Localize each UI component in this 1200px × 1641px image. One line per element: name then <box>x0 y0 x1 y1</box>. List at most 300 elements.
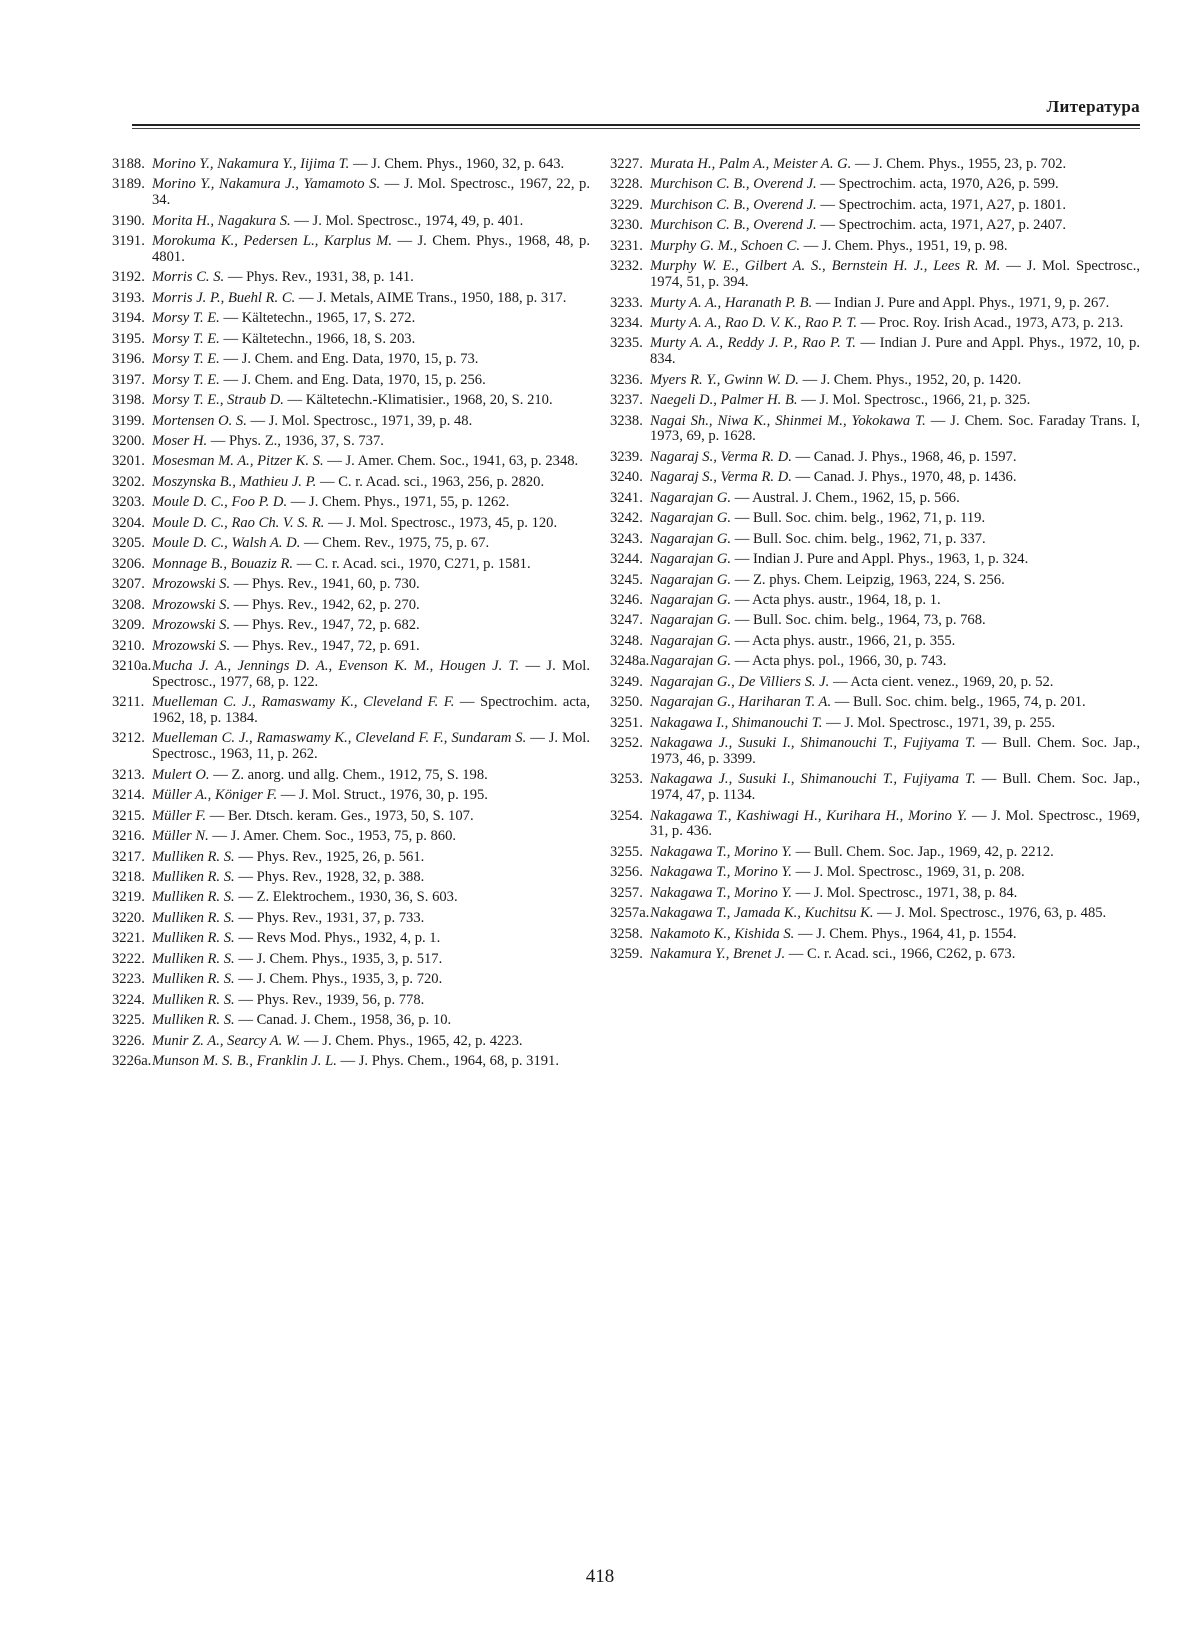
reference-entry <box>112 952 590 968</box>
reference-authors: Nagarajan G. <box>650 612 732 629</box>
reference-entry <box>610 336 1140 367</box>
reference-number: 3214. <box>112 787 145 804</box>
reference-source: — J. Mol. Spectrosc., 1966, 21, p. 325. <box>797 392 1031 409</box>
reference-number: 3235. <box>610 335 643 352</box>
reference-number: 3252. <box>610 735 643 752</box>
reference-number: 3207. <box>112 576 145 593</box>
reference-authors: Moule D. C., Foo P. D. <box>152 494 288 511</box>
reference-number: 3215. <box>112 807 145 824</box>
reference-authors: Mortensen O. S. <box>152 412 247 429</box>
reference-source: — J. Chem. Phys., 1960, 32, p. 643. <box>349 156 565 172</box>
reference-source: — J. Chem. Phys., 1955, 23, p. 702. <box>851 156 1067 172</box>
reference-entry <box>112 214 590 230</box>
reference-entry <box>610 239 1140 255</box>
left-column-references <box>112 157 590 1075</box>
reference-authors: Nakagawa I., Shimanouchi T. <box>650 714 823 731</box>
reference-number: 3257a. <box>610 905 650 922</box>
reference-source: — J. Amer. Chem. Soc., 1941, 63, p. 2348. <box>323 453 579 470</box>
reference-entry <box>610 947 1140 963</box>
reference-source: — Kältetechn., 1966, 18, S. 203. <box>219 330 416 347</box>
reference-authors: Nagarajan G. <box>650 510 732 527</box>
reference-authors: Monnage B., Bouaziz R. <box>152 555 294 572</box>
reference-source: — Bull. Soc. chim. belg., 1965, 74, p. 201. <box>831 694 1086 711</box>
reference-authors: Nagarajan G. <box>650 591 732 608</box>
reference-source: — Canad. J. Phys., 1970, 48, p. 1436. <box>791 469 1017 486</box>
reference-number: 3190. <box>112 212 145 229</box>
reference-source: — Phys. Rev., 1931, 38, p. 141. <box>224 269 414 286</box>
reference-source: — J. Chem. Phys., 1935, 3, p. 720. <box>234 971 443 988</box>
header-rule-thin <box>132 128 1140 129</box>
reference-entry <box>610 532 1140 548</box>
reference-number: 3200. <box>112 433 145 449</box>
reference-number: 3257. <box>610 884 643 901</box>
reference-authors: Murphy W. E., Gilbert A. S., Bernstein H. J., Lees R. M. <box>650 258 1001 275</box>
reference-source: — Phys. Rev., 1925, 26, p. 561. <box>234 848 425 865</box>
reference-number: 3256. <box>610 864 643 881</box>
reference-source: — Spectrochim. acta, 1962, 18, p. 1384. <box>152 694 590 726</box>
reference-number: 3220. <box>112 909 145 926</box>
reference-source: — J. Chem. Phys., 1964, 41, p. 1554. <box>794 925 1017 942</box>
reference-entry <box>112 475 590 491</box>
reference-authors: Nagarajan G. <box>650 653 732 670</box>
reference-authors: Nagarajan G. <box>650 489 732 506</box>
reference-number: 3249. <box>610 673 643 690</box>
reference-source: — Proc. Roy. Irish Acad., 1973, A73, p. 213. <box>857 314 1124 331</box>
reference-entry <box>112 352 590 368</box>
reference-entry <box>112 618 590 634</box>
reference-entry <box>112 177 590 208</box>
reference-authors: Müller A., Königer F. <box>152 787 278 804</box>
reference-source: — Acta phys. pol., 1966, 30, p. 743. <box>731 653 947 670</box>
reference-authors: Nakagawa T., Morino Y. <box>650 843 792 860</box>
reference-source: — Bull. Chem. Soc. Jap., 1974, 47, p. 1134. <box>650 771 1140 804</box>
reference-number: 3218. <box>112 868 145 885</box>
reference-authors: Mulliken R. S. <box>152 848 235 865</box>
reference-source: — C. r. Acad. sci., 1963, 256, p. 2820. <box>316 473 545 490</box>
reference-source: — Z. phys. Chem. Leipzig, 1963, 224, S. 256. <box>731 571 1005 588</box>
reference-number: 3258. <box>610 925 643 942</box>
reference-number: 3233. <box>610 294 643 311</box>
reference-entry <box>610 593 1140 609</box>
reference-authors: Muelleman C. J., Ramaswamy K., Cleveland F. F. <box>152 694 455 711</box>
reference-number: 3189. <box>112 176 145 193</box>
reference-entry <box>112 291 590 307</box>
reference-authors: Nagaraj S., Verma R. D. <box>650 448 792 465</box>
reference-authors: Mulliken R. S. <box>152 950 235 967</box>
reference-source: — J. Mol. Struct., 1976, 30, p. 195. <box>277 787 488 804</box>
reference-source: — J. Phys. Chem., 1964, 68, p. 3191. <box>336 1053 560 1070</box>
reference-source: — Revs Mod. Phys., 1932, 4, p. 1. <box>234 930 441 947</box>
reference-entry <box>112 911 590 927</box>
reference-entry <box>112 695 590 726</box>
reference-number: 3203. <box>112 494 145 511</box>
reference-entry <box>610 772 1140 803</box>
reference-authors: Murata H., Palm A., Meister A. G. <box>650 156 852 172</box>
reference-source: — J. Chem. Phys., 1971, 55, p. 1262. <box>287 494 510 511</box>
reference-source: — Phys. Rev., 1931, 37, p. 733. <box>234 909 425 926</box>
reference-source: — J. Chem. and Eng. Data, 1970, 15, p. 256. <box>219 371 486 388</box>
reference-authors: Murty A. A., Reddy J. P., Rao P. T. <box>650 335 856 352</box>
reference-number: 3245. <box>610 571 643 588</box>
reference-entry <box>112 931 590 947</box>
reference-authors: Murchison C. B., Overend J. <box>650 196 817 213</box>
reference-entry <box>112 393 590 409</box>
reference-source: — Bull. Chem. Soc. Jap., 1973, 46, p. 3399. <box>650 735 1140 767</box>
reference-number: 3236. <box>610 371 643 388</box>
reference-entry <box>112 1054 590 1070</box>
reference-entry <box>112 870 590 886</box>
reference-source: — Bull. Soc. chim. belg., 1962, 71, p. 337. <box>731 530 986 547</box>
reference-entry <box>610 414 1140 445</box>
reference-number: 3213. <box>112 766 145 783</box>
reference-authors: Morsy T. E. <box>152 371 220 388</box>
reference-entry <box>610 491 1140 507</box>
reference-authors: Nagarajan G. <box>650 551 732 568</box>
reference-authors: Murchison C. B., Overend J. <box>650 176 817 193</box>
reference-number: 3234. <box>610 314 643 331</box>
reference-entry <box>112 890 590 906</box>
reference-number: 3192. <box>112 269 145 286</box>
reference-number: 3193. <box>112 289 145 306</box>
reference-number: 3237. <box>610 392 643 409</box>
reference-entry <box>112 768 590 784</box>
reference-authors: Mulliken R. S. <box>152 971 235 988</box>
reference-entry <box>610 218 1140 234</box>
reference-source: — J. Metals, AIME Trans., 1950, 188, p. 317. <box>295 289 567 306</box>
reference-authors: Mulliken R. S. <box>152 868 235 885</box>
reference-source: — Acta cient. venez., 1969, 20, p. 52. <box>829 673 1054 690</box>
reference-number: 3253. <box>610 771 643 788</box>
reference-number: 3208. <box>112 596 145 613</box>
reference-source: — J. Mol. Spectrosc., 1969, 31, p. 208. <box>791 864 1025 881</box>
reference-source: — Bull. Soc. chim. belg., 1962, 71, p. 119. <box>731 510 986 527</box>
reference-source: — Phys. Rev., 1939, 56, p. 778. <box>234 991 425 1008</box>
reference-authors: Nagarajan G., Hariharan T. A. <box>650 694 832 711</box>
reference-number: 3223. <box>112 971 145 988</box>
reference-authors: Murphy G. M., Schoen C. <box>650 237 800 254</box>
reference-entry <box>112 809 590 825</box>
reference-number: 3216. <box>112 828 145 845</box>
reference-source: — J. Mol. Spectrosc., 1969, 31, p. 436. <box>650 807 1140 840</box>
reference-number: 3230. <box>610 217 643 234</box>
reference-authors: Mrozowski S. <box>152 596 231 613</box>
reference-authors: Moule D. C., Walsh A. D. <box>152 535 301 552</box>
reference-authors: Nakagawa J., Susuki I., Shimanouchi T., Fujiyama T. <box>650 771 976 788</box>
reference-authors: Mulliken R. S. <box>152 1012 235 1029</box>
running-title: Литература <box>1046 97 1140 116</box>
reference-entry <box>112 850 590 866</box>
reference-number: 3238. <box>610 412 643 429</box>
reference-entry <box>610 259 1140 290</box>
reference-authors: Morsy T. E. <box>152 330 220 347</box>
reference-source: — Spectrochim. acta, 1970, A26, p. 599. <box>816 176 1059 193</box>
reference-authors: Moule D. C., Rao Ch. V. S. R. <box>152 514 325 531</box>
reference-source: — C. r. Acad. sci., 1966, C262, p. 673. <box>785 946 1016 963</box>
reference-entry <box>112 157 590 173</box>
reference-source: — Acta phys. austr., 1966, 21, p. 355. <box>731 632 956 649</box>
reference-authors: Nagarajan G. <box>650 571 732 588</box>
reference-entry <box>112 373 590 389</box>
reference-authors: Nagai Sh., Niwa K., Shinmei M., Yokokawa T. <box>650 412 926 429</box>
reference-number: 3198. <box>112 392 145 409</box>
reference-entry <box>610 157 1140 173</box>
reference-entry <box>112 495 590 511</box>
reference-entry <box>610 316 1140 332</box>
reference-entry <box>112 516 590 532</box>
reference-entry <box>610 736 1140 767</box>
reference-number: 3254. <box>610 807 643 824</box>
reference-authors: Nakamoto K., Kishida S. <box>650 925 795 942</box>
reference-authors: Morris C. S. <box>152 269 225 286</box>
reference-authors: Morita H., Nagakura S. <box>152 212 291 229</box>
reference-number: 3228. <box>610 176 643 193</box>
reference-source: — J. Mol. Spectrosc., 1971, 39, p. 255. <box>822 714 1056 731</box>
reference-source: — Ber. Dtsch. keram. Ges., 1973, 50, S. 107. <box>206 807 474 824</box>
reference-entry <box>112 659 590 690</box>
reference-source: — J. Mol. Spectrosc., 1971, 39, p. 48. <box>246 412 473 429</box>
reference-authors: Mulliken R. S. <box>152 909 235 926</box>
reference-authors: Myers R. Y., Gwinn W. D. <box>650 371 799 388</box>
reference-source: — Spectrochim. acta, 1971, A27, p. 1801. <box>816 196 1066 213</box>
reference-authors: Mulliken R. S. <box>152 991 235 1008</box>
reference-authors: Morsy T. E., Straub D. <box>152 392 284 409</box>
reference-source: — Z. anorg. und allg. Chem., 1912, 75, S. 198. <box>209 766 488 783</box>
reference-authors: Mosesman M. A., Pitzer K. S. <box>152 453 324 470</box>
reference-authors: Nakagawa T., Morino Y. <box>650 884 792 901</box>
reference-authors: Müller F. <box>152 807 207 824</box>
reference-source: — Austral. J. Chem., 1962, 15, p. 566. <box>731 489 960 506</box>
reference-authors: Nakamura Y., Brenet J. <box>650 946 786 963</box>
reference-number: 3221. <box>112 930 145 947</box>
reference-authors: Munson M. S. B., Franklin J. L. <box>152 1053 337 1070</box>
reference-source: — Phys. Rev., 1947, 72, p. 691. <box>230 637 420 654</box>
reference-number: 3229. <box>610 196 643 213</box>
reference-authors: Moszynska B., Mathieu J. P. <box>152 473 317 490</box>
reference-source: — Indian J. Pure and Appl. Phys., 1963, 1, p. 324. <box>731 551 1029 568</box>
reference-number: 3210a. <box>112 658 152 675</box>
reference-entry <box>610 393 1140 409</box>
reference-source: — J. Chem. Phys., 1935, 3, p. 517. <box>234 950 443 967</box>
reference-number: 3211. <box>112 694 145 711</box>
reference-authors: Naegeli D., Palmer H. B. <box>650 392 798 409</box>
reference-authors: Nagaraj S., Verma R. D. <box>650 469 792 486</box>
reference-authors: Mucha J. A., Jennings D. A., Evenson K. M., Hougen J. T. <box>152 658 520 675</box>
reference-source: — Kältetechn.-Klimatisier., 1968, 20, S. 210. <box>283 392 553 409</box>
reference-entry <box>112 639 590 655</box>
reference-number: 3210. <box>112 637 145 654</box>
reference-authors: Mrozowski S. <box>152 617 231 634</box>
reference-number: 3206. <box>112 555 145 572</box>
reference-number: 3224. <box>112 991 145 1008</box>
reference-entry <box>610 198 1140 214</box>
reference-source: — Bull. Chem. Soc. Jap., 1969, 42, p. 2212. <box>791 843 1054 860</box>
reference-source: — J. Chem. Phys., 1965, 42, p. 4223. <box>300 1032 523 1049</box>
reference-source: — J. Mol. Spectrosc., 1973, 45, p. 120. <box>324 514 558 531</box>
reference-entry <box>112 993 590 1009</box>
reference-entry <box>112 557 590 573</box>
reference-source: — J. Mol. Spectrosc., 1974, 51, p. 394. <box>650 258 1140 291</box>
reference-number: 3217. <box>112 848 145 865</box>
reference-source: — Chem. Rev., 1975, 75, p. 67. <box>300 535 490 552</box>
reference-entry <box>112 536 590 552</box>
reference-number: 3232. <box>610 258 643 275</box>
reference-entry <box>610 675 1140 691</box>
reference-source: — J. Chem. Phys., 1951, 19, p. 98. <box>799 237 1008 254</box>
reference-source: — J. Amer. Chem. Soc., 1953, 75, p. 860. <box>208 828 457 845</box>
reference-entry <box>112 1034 590 1050</box>
reference-source: — Kältetechn., 1965, 17, S. 272. <box>219 310 416 327</box>
reference-source: — Acta phys. austr., 1964, 18, p. 1. <box>731 591 941 608</box>
reference-entry <box>610 716 1140 732</box>
reference-number: 3244. <box>610 551 643 568</box>
reference-entry <box>610 695 1140 711</box>
reference-source: — Canad. J. Chem., 1958, 36, p. 10. <box>234 1012 452 1029</box>
reference-entry <box>112 234 590 265</box>
reference-number: 3241. <box>610 489 643 506</box>
reference-number: 3194. <box>112 310 145 327</box>
reference-authors: Nakagawa T., Morino Y. <box>650 864 792 881</box>
reference-number: 3227. <box>610 156 643 172</box>
reference-number: 3195. <box>112 330 145 347</box>
reference-number: 3226a. <box>112 1053 152 1070</box>
reference-authors: Murchison C. B., Overend J. <box>650 217 817 234</box>
reference-authors: Munir Z. A., Searcy A. W. <box>152 1032 301 1049</box>
reference-entry <box>610 296 1140 312</box>
reference-entry <box>112 434 590 450</box>
reference-authors: Morsy T. E. <box>152 351 220 368</box>
reference-source: — Phys. Rev., 1942, 62, p. 270. <box>230 596 420 613</box>
reference-number: 3246. <box>610 591 643 608</box>
reference-entry <box>610 470 1140 486</box>
reference-source: — Phys. Rev., 1928, 32, p. 388. <box>234 868 425 885</box>
reference-number: 3196. <box>112 351 145 368</box>
reference-entry <box>112 598 590 614</box>
reference-authors: Nagarajan G. <box>650 632 732 649</box>
reference-number: 3202. <box>112 473 145 490</box>
reference-authors: Murty A. A., Haranath P. B. <box>650 294 813 311</box>
reference-entry <box>610 177 1140 193</box>
reference-authors: Murty A. A., Rao D. V. K., Rao P. T. <box>650 314 858 331</box>
reference-number: 3199. <box>112 412 145 429</box>
reference-source: — Bull. Soc. chim. belg., 1964, 73, p. 768. <box>731 612 986 629</box>
reference-number: 3240. <box>610 469 643 486</box>
reference-entry <box>610 865 1140 881</box>
reference-entry <box>610 845 1140 861</box>
reference-source: — J. Mol. Spectrosc., 1971, 38, p. 84. <box>791 884 1018 901</box>
reference-authors: Mulliken R. S. <box>152 889 235 906</box>
reference-entry <box>112 731 590 762</box>
reference-number: 3212. <box>112 730 145 747</box>
reference-number: 3259. <box>610 946 643 963</box>
reference-source: — Z. Elektrochem., 1930, 36, S. 603. <box>234 889 458 906</box>
right-column-references <box>610 157 1140 968</box>
reference-entry <box>610 613 1140 629</box>
reference-authors: Nakagawa T., Jamada K., Kuchitsu K. <box>650 905 874 922</box>
reference-number: 3251. <box>610 714 643 731</box>
reference-source: — J. Chem. Phys., 1968, 48, p. 4801. <box>152 233 590 265</box>
reference-number: 3239. <box>610 448 643 465</box>
reference-authors: Mulert O. <box>152 766 210 783</box>
reference-authors: Müller N. <box>152 828 209 845</box>
reference-number: 3222. <box>112 950 145 967</box>
reference-number: 3197. <box>112 371 145 388</box>
reference-entry <box>112 788 590 804</box>
reference-entry <box>112 332 590 348</box>
reference-entry <box>610 373 1140 389</box>
reference-source: — J. Mol. Spectrosc., 1967, 22, p. 34. <box>152 176 591 209</box>
reference-authors: Nagarajan G. <box>650 530 732 547</box>
reference-entry <box>610 927 1140 943</box>
reference-source: — Canad. J. Phys., 1968, 46, p. 1597. <box>791 448 1017 465</box>
reference-authors: Morino Y., Nakamura J., Yamamoto S. <box>152 176 381 193</box>
reference-source: — J. Chem. Soc. Faraday Trans. I, 1973, 69, p. 1628. <box>650 412 1141 445</box>
reference-entry <box>610 886 1140 902</box>
header-rule <box>132 124 1140 126</box>
reference-authors: Morino Y., Nakamura Y., Iijima T. <box>152 156 350 172</box>
reference-entry <box>610 634 1140 650</box>
reference-authors: Nakagawa T., Kashiwagi H., Kurihara H., Morino Y. <box>650 807 968 824</box>
reference-source: — Spectrochim. acta, 1971, A27, p. 2407. <box>816 217 1066 234</box>
reference-source: — J. Mol. Spectrosc., 1974, 49, p. 401. <box>290 212 524 229</box>
reference-number: 3248a. <box>610 653 650 670</box>
reference-number: 3243. <box>610 530 643 547</box>
reference-entry <box>112 829 590 845</box>
reference-authors: Morsy T. E. <box>152 310 220 327</box>
reference-source: — J. Chem. and Eng. Data, 1970, 15, p. 73. <box>219 351 479 368</box>
reference-number: 3188. <box>112 156 145 172</box>
reference-number: 3225. <box>112 1012 145 1029</box>
reference-entry <box>112 311 590 327</box>
reference-authors: Morris J. P., Buehl R. C. <box>152 289 296 306</box>
reference-source: — J. Chem. Phys., 1952, 20, p. 1420. <box>798 371 1022 388</box>
reference-source: — Phys. Z., 1936, 37, S. 737. <box>207 433 384 449</box>
reference-authors: Nakagawa J., Susuki I., Shimanouchi T., Fujiyama T. <box>650 735 976 752</box>
reference-number: 3247. <box>610 612 643 629</box>
reference-entry <box>112 414 590 430</box>
reference-entry <box>112 972 590 988</box>
reference-number: 3248. <box>610 632 643 649</box>
reference-source: — Indian J. Pure and Appl. Phys., 1971, 9, p. 267. <box>812 294 1110 311</box>
reference-authors: Morokuma K., Pedersen L., Karplus M. <box>152 233 393 250</box>
reference-entry <box>610 573 1140 589</box>
reference-source: — C. r. Acad. sci., 1970, C271, p. 1581. <box>293 555 531 572</box>
reference-number: 3205. <box>112 535 145 552</box>
reference-authors: Mulliken R. S. <box>152 930 235 947</box>
reference-number: 3219. <box>112 889 145 906</box>
reference-number: 3209. <box>112 617 145 634</box>
reference-source: — J. Mol. Spectrosc., 1977, 68, p. 122. <box>152 658 591 690</box>
reference-entry <box>112 577 590 593</box>
reference-source: — Indian J. Pure and Appl. Phys., 1972, 10, p. 834. <box>650 335 1140 368</box>
reference-authors: Moser H. <box>152 433 208 449</box>
reference-number: 3226. <box>112 1032 145 1049</box>
reference-source: — Phys. Rev., 1941, 60, p. 730. <box>230 576 420 593</box>
reference-number: 3191. <box>112 233 145 250</box>
page-number: 418 <box>585 1566 615 1587</box>
reference-source: — Phys. Rev., 1947, 72, p. 682. <box>230 617 420 634</box>
reference-entry <box>610 809 1140 840</box>
reference-entry <box>610 654 1140 670</box>
reference-authors: Mrozowski S. <box>152 637 231 654</box>
reference-number: 3204. <box>112 514 145 531</box>
reference-number: 3250. <box>610 694 643 711</box>
reference-source: — J. Mol. Spectrosc., 1963, 11, p. 262. <box>152 730 591 763</box>
reference-entry <box>610 511 1140 527</box>
reference-entry <box>610 906 1140 922</box>
reference-entry <box>112 454 590 470</box>
reference-authors: Mrozowski S. <box>152 576 231 593</box>
reference-number: 3201. <box>112 453 145 470</box>
